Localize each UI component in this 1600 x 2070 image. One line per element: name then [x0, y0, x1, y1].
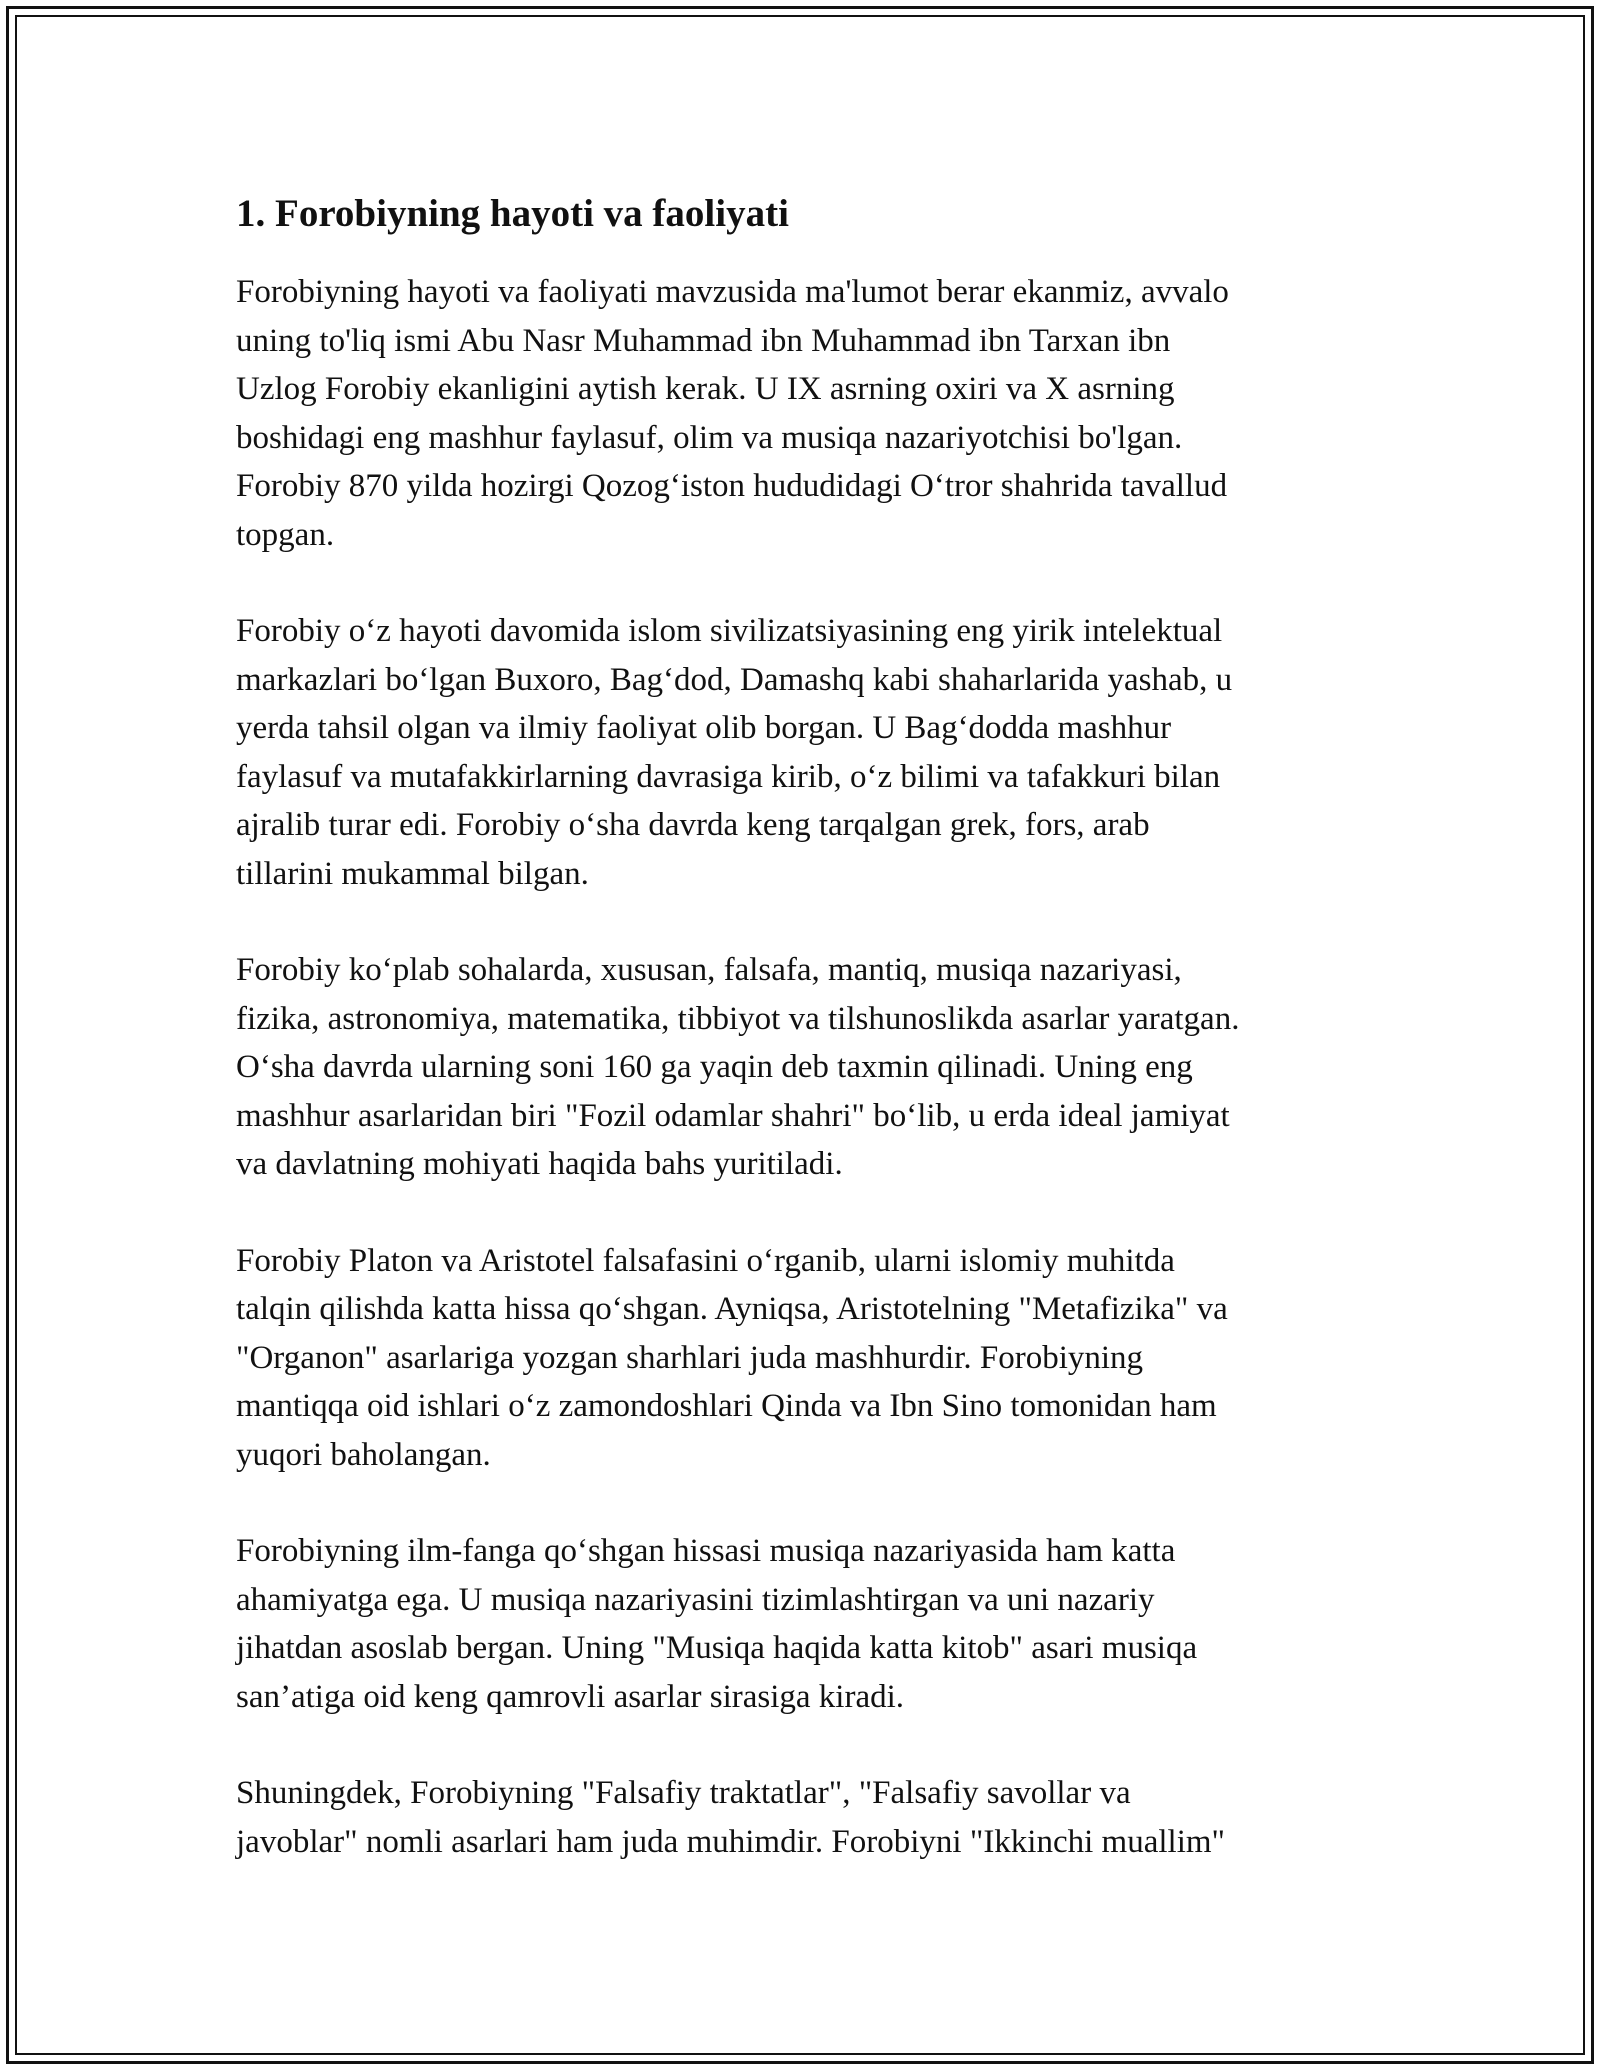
paragraph-music-theory: Forobiyning ilm-fanga qo‘shgan hissasi musiqa nazariyasida ham katta ahamiyatga ega. U musiqa nazariyasini tizimlashtirgan va uni nazariy jihatdan asoslab bergan. Uning "Musiqa haqida katta kitob" asari musiqa san’atiga oid keng qamrovli asarlar sirasiga kiradi.	[236, 1533, 1198, 1715]
paragraph-life-intro: Forobiyning hayoti va faoliyati mavzusida ma'lumot berar ekanmiz, avvalo uning to'liq ismi Abu Nasr Muhammad ibn Muhammad ibn Tarxan ibn Uzlog Forobiy ekanligini aytish kerak. U IX asrning oxiri va X asrning boshidagi eng mashhur faylasuf, olim va musiqa nazariyotchisi bo'lgan. Forobiy 870 yilda hozirgi Qozog‘iston hududidagi O‘tror shahrida tavallud topgan.	[236, 274, 1229, 553]
paragraph-cities: Forobiy o‘z hayoti davomida islom sivilizatsiyasining eng yirik intelektual markazlari bo‘lgan Buxoro, Bag‘dod, Damashq kabi shaharlarida yashab, u yerda tahsil olgan va ilmiy faoliyat olib borgan. U Bag‘dodda mashhur faylasuf va mutafakkirlarning davrasiga kirib, o‘z bilimi va tafakkuri bilan ajralib turar edi. Forobiy o‘sha davrda keng tarqalgan grek, fors, arab tillarini mukammal bilgan.	[236, 613, 1233, 892]
paragraph-works: Forobiy ko‘plab sohalarda, xususan, falsafa, mantiq, musiqa nazariyasi, fizika, astronomiya, matematika, tibbiyot va tilshunoslikda asarlar yaratgan. O‘sha davrda ularning soni 160 ga yaqin deb taxmin qilinadi. Uning eng mashhur asarlaridan biri "Fozil odamlar shahri" bo‘lib, u erda ideal jamiyat va davlatning mohiyati haqida bahs yuritiladi.	[236, 952, 1240, 1182]
paragraph-treatises: Shuningdek, Forobiyning "Falsafiy traktatlar", "Falsafiy savollar va javoblar" nomli asarlari ham juda muhimdir. Forobiyni "Ikkinchi muallim"	[236, 1775, 1226, 1860]
document-body	[236, 188, 1356, 1914]
section-heading: 1. Forobiyning hayoti va faoliyati	[236, 192, 789, 235]
paragraph-philosophy: Forobiy Platon va Aristotel falsafasini o‘rganib, ularni islomiy muhitda talqin qilishda katta hissa qo‘shgan. Ayniqsa, Aristotelning "Metafizika" va "Organon" asarlariga yozgan sharhlari juda mashhurdir. Forobiyning mantiqqa oid ishlari o‘z zamondoshlari Qinda va Ibn Sino tomonidan ham yuqori baholangan.	[236, 1242, 1228, 1473]
